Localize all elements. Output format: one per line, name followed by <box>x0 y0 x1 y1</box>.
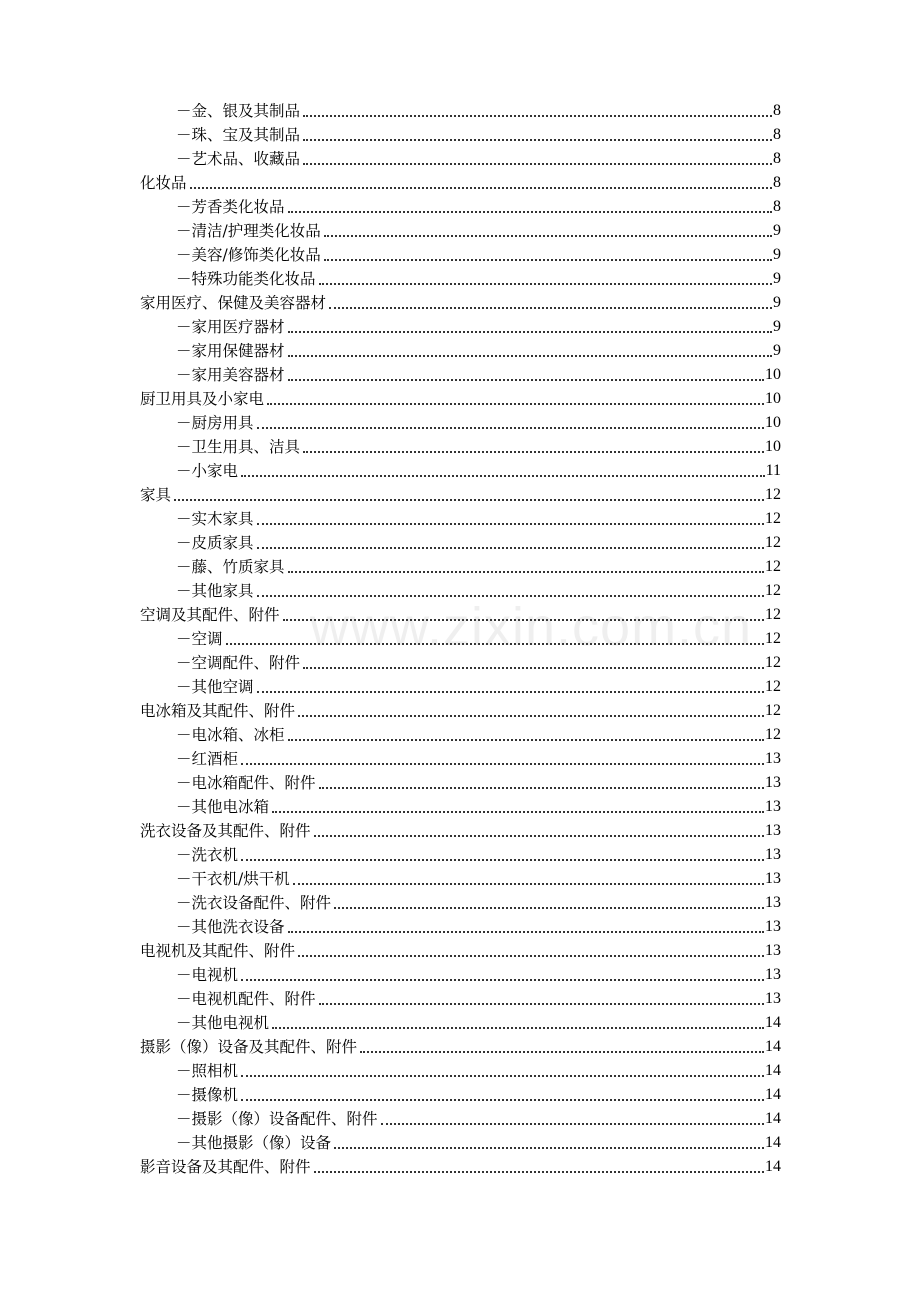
toc-page-number: 12 <box>765 630 781 647</box>
dot-leader <box>381 1122 764 1125</box>
toc-entry[interactable] <box>140 697 781 721</box>
toc-page-number: 13 <box>765 798 781 815</box>
table-of-contents <box>140 97 781 1177</box>
toc-page-number: 13 <box>765 942 781 959</box>
toc-subentry[interactable] <box>140 193 781 217</box>
toc-entry-title: 电冰箱及其配件、附件 <box>140 702 296 720</box>
dot-leader <box>241 858 764 861</box>
dot-leader <box>272 1026 764 1029</box>
toc-subentry[interactable] <box>140 649 781 673</box>
dot-leader <box>319 282 772 285</box>
toc-entry-title: －电冰箱配件、附件 <box>176 774 316 792</box>
toc-page-number: 13 <box>765 750 781 767</box>
toc-page-number: 14 <box>765 1062 781 1079</box>
dot-leader <box>303 666 764 669</box>
toc-entry-title: －其他家具 <box>176 582 254 600</box>
toc-entry-title: －空调配件、附件 <box>176 654 301 672</box>
toc-page-number: 11 <box>765 462 781 479</box>
toc-entry-title: －电视机 <box>176 966 239 984</box>
toc-entry-title: －摄像机 <box>176 1086 239 1104</box>
dot-leader <box>288 354 772 357</box>
toc-subentry[interactable] <box>140 577 781 601</box>
toc-page-number: 12 <box>765 606 781 623</box>
dot-leader <box>272 810 764 813</box>
toc-subentry[interactable] <box>140 985 781 1009</box>
toc-entry-title: －其他空调 <box>176 678 254 696</box>
toc-subentry[interactable] <box>140 1057 781 1081</box>
toc-page-number: 9 <box>773 318 781 335</box>
toc-entry[interactable] <box>140 1033 781 1057</box>
toc-entry-title: －其他电视机 <box>176 1014 270 1032</box>
toc-entry-title: 厨卫用具及小家电 <box>140 390 265 408</box>
toc-page-number: 13 <box>765 774 781 791</box>
dot-leader <box>303 114 772 117</box>
toc-entry-title: 摄影（像）设备及其配件、附件 <box>140 1038 358 1056</box>
toc-page-number: 13 <box>765 822 781 839</box>
toc-subentry[interactable] <box>140 1009 781 1033</box>
toc-entry-title: 家用医疗、保健及美容器材 <box>140 294 327 312</box>
dot-leader <box>288 378 764 381</box>
dot-leader <box>288 330 772 333</box>
dot-leader <box>241 474 765 477</box>
toc-entry-title: －其他摄影（像）设备 <box>176 1134 332 1152</box>
toc-entry-title: 家具 <box>140 486 172 504</box>
dot-leader <box>334 906 764 909</box>
toc-entry-title: －摄影（像）设备配件、附件 <box>176 1110 378 1128</box>
toc-page-number: 8 <box>773 102 781 119</box>
toc-page-number: 13 <box>765 966 781 983</box>
toc-entry-title: －特殊功能类化妆品 <box>176 270 316 288</box>
dot-leader <box>293 882 764 885</box>
toc-entry[interactable] <box>140 481 781 505</box>
toc-entry[interactable] <box>140 817 781 841</box>
toc-subentry[interactable] <box>140 1081 781 1105</box>
toc-entry-title: －皮质家具 <box>176 534 254 552</box>
toc-entry-title: 电视机及其配件、附件 <box>140 942 296 960</box>
toc-entry-title: －藤、竹质家具 <box>176 558 285 576</box>
toc-subentry[interactable] <box>140 841 781 865</box>
toc-entry-title: －其他电冰箱 <box>176 798 270 816</box>
dot-leader <box>190 186 772 189</box>
toc-subentry[interactable] <box>140 553 781 577</box>
toc-page-number: 13 <box>765 918 781 935</box>
toc-page-number: 10 <box>765 438 781 455</box>
toc-subentry[interactable] <box>140 361 781 385</box>
toc-page-number: 14 <box>765 1158 781 1175</box>
dot-leader <box>257 594 764 597</box>
toc-subentry[interactable] <box>140 1129 781 1153</box>
toc-page-number: 12 <box>765 654 781 671</box>
toc-subentry[interactable] <box>140 913 781 937</box>
toc-page-number: 10 <box>765 390 781 407</box>
toc-entry-title: －小家电 <box>176 462 239 480</box>
toc-page-number: 13 <box>765 846 781 863</box>
dot-leader <box>241 762 764 765</box>
dot-leader <box>319 1002 764 1005</box>
toc-entry-title: －清洁/护理类化妆品 <box>176 222 321 240</box>
dot-leader <box>226 642 764 645</box>
toc-page-number: 12 <box>765 582 781 599</box>
toc-page-number: 8 <box>773 174 781 191</box>
toc-subentry[interactable] <box>140 745 781 769</box>
toc-subentry[interactable] <box>140 145 781 169</box>
dot-leader <box>324 258 772 261</box>
toc-entry-title: －空调 <box>176 630 223 648</box>
toc-entry-title: －照相机 <box>176 1062 239 1080</box>
toc-entry-title: －实木家具 <box>176 510 254 528</box>
toc-entry[interactable] <box>140 601 781 625</box>
toc-subentry[interactable] <box>140 433 781 457</box>
dot-leader <box>298 714 764 717</box>
toc-subentry[interactable] <box>140 457 781 481</box>
toc-page-number: 13 <box>765 870 781 887</box>
dot-leader <box>288 570 764 573</box>
toc-subentry[interactable] <box>140 265 781 289</box>
toc-subentry[interactable] <box>140 241 781 265</box>
toc-subentry[interactable] <box>140 529 781 553</box>
watermark: www.zixin.com.cn <box>310 597 753 657</box>
toc-page-number: 8 <box>773 150 781 167</box>
dot-leader <box>303 450 764 453</box>
toc-page-number: 12 <box>765 558 781 575</box>
toc-page-number: 8 <box>773 198 781 215</box>
dot-leader <box>334 1146 764 1149</box>
toc-subentry[interactable] <box>140 865 781 889</box>
toc-entry-title: －洗衣机 <box>176 846 239 864</box>
toc-entry-title: 空调及其配件、附件 <box>140 606 280 624</box>
dot-leader <box>257 546 764 549</box>
toc-page-number: 12 <box>765 726 781 743</box>
dot-leader <box>319 786 764 789</box>
toc-subentry[interactable] <box>140 505 781 529</box>
toc-page-number: 12 <box>765 678 781 695</box>
toc-entry[interactable] <box>140 937 781 961</box>
dot-leader <box>257 690 764 693</box>
toc-entry-title: －电冰箱、冰柜 <box>176 726 285 744</box>
dot-leader <box>241 1098 764 1101</box>
toc-entry-title: －家用美容器材 <box>176 366 285 384</box>
dot-leader <box>303 138 772 141</box>
dot-leader <box>257 522 764 525</box>
toc-subentry[interactable] <box>140 961 781 985</box>
toc-page-number: 9 <box>773 342 781 359</box>
toc-page-number: 13 <box>765 990 781 1007</box>
toc-page-number: 12 <box>765 534 781 551</box>
toc-subentry[interactable] <box>140 721 781 745</box>
toc-entry-title: 洗衣设备及其配件、附件 <box>140 822 311 840</box>
toc-entry-title: －厨房用具 <box>176 414 254 432</box>
toc-page-number: 12 <box>765 510 781 527</box>
toc-subentry[interactable] <box>140 217 781 241</box>
toc-subentry[interactable] <box>140 625 781 649</box>
toc-entry-title: －珠、宝及其制品 <box>176 126 301 144</box>
toc-entry-title: －干衣机/烘干机 <box>176 870 290 888</box>
toc-entry[interactable] <box>140 169 781 193</box>
dot-leader <box>241 978 764 981</box>
toc-page-number: 10 <box>765 366 781 383</box>
toc-page-number: 14 <box>765 1134 781 1151</box>
toc-entry-title: －家用保健器材 <box>176 342 285 360</box>
dot-leader <box>360 1050 764 1053</box>
dot-leader <box>257 426 764 429</box>
toc-subentry[interactable] <box>140 793 781 817</box>
dot-leader <box>314 1170 764 1173</box>
dot-leader <box>288 738 764 741</box>
toc-entry[interactable] <box>140 289 781 313</box>
toc-page-number: 14 <box>765 1110 781 1127</box>
toc-subentry[interactable] <box>140 313 781 337</box>
toc-page-number: 13 <box>765 894 781 911</box>
toc-entry-title: 影音设备及其配件、附件 <box>140 1158 311 1176</box>
toc-entry-title: －电视机配件、附件 <box>176 990 316 1008</box>
toc-page-number: 9 <box>773 246 781 263</box>
toc-page-number: 9 <box>773 270 781 287</box>
toc-page-number: 14 <box>765 1038 781 1055</box>
toc-subentry[interactable] <box>140 121 781 145</box>
toc-entry-title: －家用医疗器材 <box>176 318 285 336</box>
toc-entry[interactable] <box>140 1153 781 1177</box>
dot-leader <box>298 954 764 957</box>
toc-entry-title: －洗衣设备配件、附件 <box>176 894 332 912</box>
toc-page-number: 9 <box>773 222 781 239</box>
dot-leader <box>267 402 764 405</box>
dot-leader <box>314 834 764 837</box>
toc-page-number: 9 <box>773 294 781 311</box>
toc-page-number: 14 <box>765 1086 781 1103</box>
dot-leader <box>241 1074 764 1077</box>
dot-leader <box>303 162 772 165</box>
toc-page-number: 8 <box>773 126 781 143</box>
toc-entry[interactable] <box>140 385 781 409</box>
toc-entry-title: －艺术品、收藏品 <box>176 150 301 168</box>
toc-subentry[interactable] <box>140 409 781 433</box>
toc-page-number: 10 <box>765 414 781 431</box>
toc-subentry[interactable] <box>140 97 781 121</box>
toc-entry-title: －其他洗衣设备 <box>176 918 285 936</box>
dot-leader <box>283 618 764 621</box>
toc-entry-title: －红酒柜 <box>176 750 239 768</box>
dot-leader <box>324 234 772 237</box>
toc-entry-title: 化妆品 <box>140 174 187 192</box>
toc-entry-title: －美容/修饰类化妆品 <box>176 246 321 264</box>
toc-entry-title: －卫生用具、洁具 <box>176 438 301 456</box>
dot-leader <box>288 930 764 933</box>
toc-entry-title: －芳香类化妆品 <box>176 198 285 216</box>
toc-subentry[interactable] <box>140 673 781 697</box>
dot-leader <box>288 210 772 213</box>
toc-page-number: 14 <box>765 1014 781 1031</box>
toc-subentry[interactable] <box>140 769 781 793</box>
toc-subentry[interactable] <box>140 889 781 913</box>
toc-page-number: 12 <box>765 702 781 719</box>
toc-entry-title: －金、银及其制品 <box>176 102 301 120</box>
dot-leader <box>329 306 772 309</box>
toc-subentry[interactable] <box>140 337 781 361</box>
toc-page-number: 12 <box>765 486 781 503</box>
toc-subentry[interactable] <box>140 1105 781 1129</box>
dot-leader <box>174 498 764 501</box>
